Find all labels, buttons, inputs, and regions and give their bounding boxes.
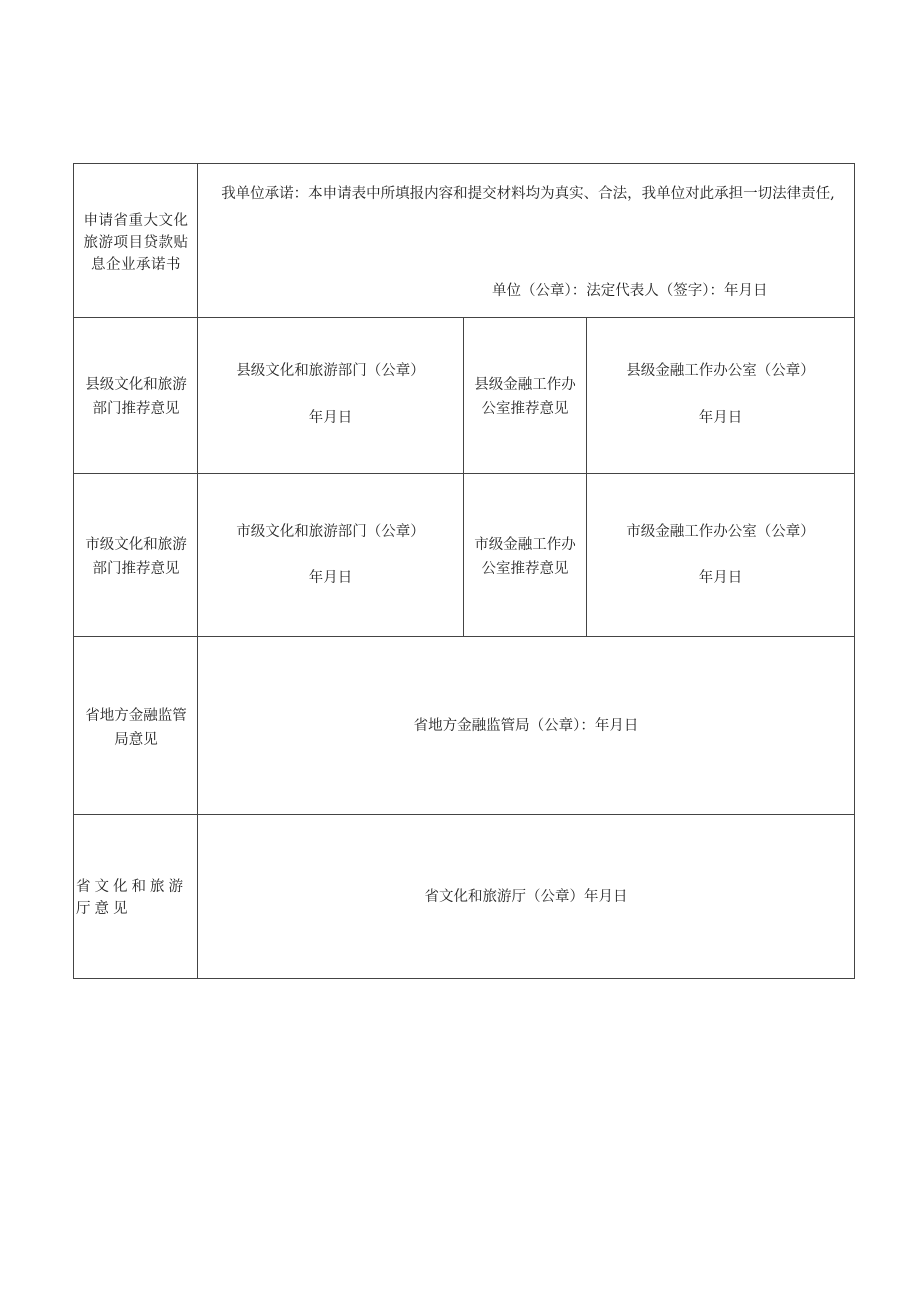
row-divider (74, 814, 854, 815)
county-finance-label: 县级金融工作办公室推荐意见 (474, 377, 576, 417)
county-culture-seal: 县级文化和旅游部门（公章） (236, 363, 425, 379)
row-divider (74, 317, 854, 318)
row-divider (74, 473, 854, 474)
province-finance-label: 省地方金融监管局意见 (85, 708, 187, 748)
application-form-table (73, 163, 855, 979)
province-finance-seal: 省地方金融监管局（公章）：年月日 (413, 718, 639, 734)
county-finance-seal: 县级金融工作办公室（公章） (626, 363, 815, 379)
city-culture-seal: 市级文化和旅游部门（公章） (236, 524, 425, 540)
city-finance-label: 市级金融工作办公室推荐意见 (474, 537, 576, 577)
row-divider (74, 636, 854, 637)
province-culture-label: 省文化和旅游厅意见 (76, 879, 187, 917)
commitment-statement: 我单位承诺：本申请表中所填报内容和提交材料均为真实、合法，我单位对此承担一切法律责任, (221, 186, 835, 202)
commitment-label: 申请省重大文化旅游项目贷款贴息企业承诺书 (83, 213, 189, 273)
city-culture-date: 年月日 (308, 570, 353, 586)
province-culture-seal: 省文化和旅游厅（公章）年月日 (424, 889, 628, 905)
city-finance-date: 年月日 (698, 570, 743, 586)
city-finance-seal: 市级金融工作办公室（公章） (626, 524, 815, 540)
city-culture-label: 市级文化和旅游部门推荐意见 (85, 537, 187, 577)
county-culture-date: 年月日 (308, 410, 353, 426)
county-culture-label: 县级文化和旅游部门推荐意见 (85, 377, 187, 417)
commitment-signature: 单位（公章）：法定代表人（签字）：年月日 (492, 283, 768, 299)
county-finance-date: 年月日 (698, 410, 743, 426)
column-divider (463, 317, 464, 636)
